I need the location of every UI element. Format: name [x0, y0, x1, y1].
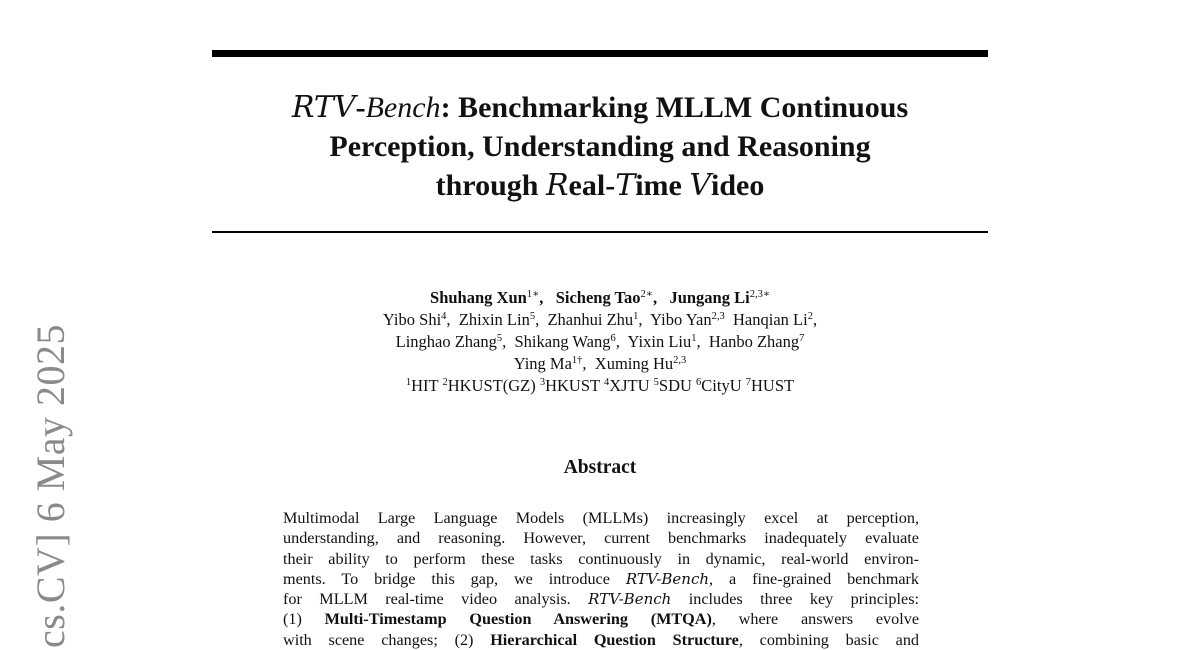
abstract-line: their ability to perform these tasks continuously in dynamic, real-world environ-	[283, 549, 919, 568]
abstract-line: with scene changes; (2) Hierarchical Question Structure, combining basic and	[283, 630, 920, 649]
title-line-1: RTV-Bench: Benchmarking MLLM Continuous	[291, 90, 909, 125]
title-cal-rtv: RTV	[291, 90, 356, 125]
abstract-line: understanding, and reasoning. However, current benchmarks inadequately evaluate	[283, 529, 919, 548]
paper-title	[212, 88, 988, 205]
author-name: Sicheng Tao	[555, 288, 641, 307]
author-sup: 2∗	[640, 289, 653, 300]
principle-mtqa: Multi-Timestamp Question Answering (MTQA)	[324, 610, 712, 629]
abstract-line: Multimodal Large Language Models (MLLMs) increasingly excel at perception,	[283, 509, 919, 527]
author-sup: 2,3∗	[749, 289, 770, 300]
author-sup: 1∗	[526, 289, 540, 300]
title-top-rule	[212, 50, 988, 57]
arxiv-side-stamp: cs.CV] 6 May 2025	[28, 323, 73, 648]
abstract-line: (1) Multi-Timestamp Question Answering (MTQA), where answers evolve	[283, 610, 920, 629]
title-line-2: Perception, Understanding and Reasoning	[329, 130, 871, 163]
benchmark-name: RTV-Bench	[625, 569, 710, 588]
affiliations: $^1$HIT $^2$HKUST(GZ) $^3$HKUST $^4$XJTU $^5$SDU $^6$CityU $^7$HUST	[405, 376, 795, 395]
author-name: Shuhang Xun	[430, 288, 527, 307]
principle-hierarchical: Hierarchical Question Structure	[490, 630, 739, 649]
benchmark-name: RTV-Bench	[588, 590, 672, 609]
lead-authors: Shuhang Xun$^{1∗}$, Sicheng Tao$^{2∗}$, Jungang $Li^{2,3∗}$	[430, 288, 770, 307]
author-line-2: Yibo Shi$^4$, Zhixin Lin$^5$, Zhanhui Zhu$^1$, Yibo Yan$^{2,3}$ Hanqian Li$^2$,	[382, 310, 818, 329]
abstract-heading: Abstract	[563, 457, 637, 478]
author-line-3: Linghao Zhang$^5$, Shikang Wang$^6$, Yixin Liu$^1$, Hanbo Zhang$^7$	[395, 332, 805, 351]
author-block	[212, 287, 988, 397]
title-bottom-rule	[212, 231, 988, 233]
abstract-line: for MLLM real-time video analysis. RTV-Bench includes three key principles:	[283, 590, 919, 609]
title-line-3: through Real-Time Video	[435, 168, 765, 203]
abstract-line: ments. To bridge this gap, we introduce RTV-Bench, a fine-grained benchmark	[283, 569, 919, 588]
author-line-4: Ying $Ma^{1\dagger}$, Xuming Hu$^{2,3}$	[513, 354, 687, 373]
abstract-body	[283, 508, 919, 650]
title-bench: Bench	[365, 91, 441, 124]
author-name: Jungang Li	[669, 288, 750, 307]
